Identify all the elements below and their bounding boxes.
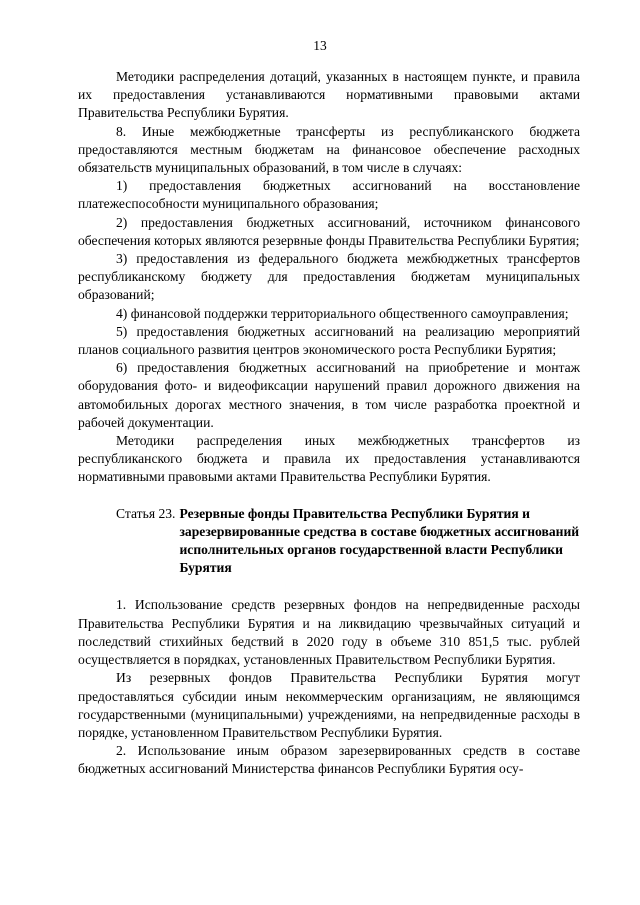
paragraph-transfer-methods: Методики распределения иных межбюджетных трансфертов из республиканского бюджета и правила их предоставления устанавливаются нормативными правовыми актами Правительства Республики Бурятия. [78, 433, 580, 485]
list-item-1: 1) предоставления бюджетных ассигнований на восстановление платежеспособности муниципального образования; [78, 178, 580, 212]
paragraph-dotation-methods: Методики распределения дотаций, указанных в настоящем пункте, и правила их предоставления устанавливаются нормативными правовыми актами Правительства Республики Бурятия. [78, 69, 580, 121]
list-item-5: 5) предоставления бюджетных ассигнований на реализацию мероприятий планов социального развития центров экономического роста Республики Бурятия; [78, 323, 580, 358]
paragraph-reserved-funds: 2. Использование иным образом зарезервированных средств в составе бюджетных ассигнований Министерства финансов Республики Бурятия осу- [78, 743, 580, 777]
page-number: 13 [313, 38, 327, 53]
article-number: Статья 23. [116, 505, 176, 521]
list-item-6: 6) предоставления бюджетных ассигнований на приобретение и монтаж оборудования фото- и видеофиксации нарушений правил дорожного движения на автомобильных дорогах местного значения, в том числе разработка проектной и рабочей документации. [78, 360, 580, 430]
list-item-2: 2) предоставления бюджетных ассигнований, источником финансового обеспечения которых являются резервные фонды Правительства Республики Бурятия; [78, 214, 580, 248]
list-item-3: 3) предоставления из федерального бюджета межбюджетных трансфертов республиканскому бюджету для предоставления бюджетам муниципальных образований; [78, 251, 580, 303]
article-title: Резервные фонды Правительства Республики Бурятия и зарезервированные средства в составе бюджетных ассигнований исполнительных органов государственной власти Республики Бурятия [179, 505, 580, 576]
list-item-4: 4) финансовой поддержки территориального общественного самоуправления; [116, 305, 569, 321]
document-body [78, 68, 580, 779]
paragraph-subsidies: Из резервных фондов Правительства Республики Бурятия могут предоставляться субсидии иным некоммерческим организациям, не являющимся государственными (муниципальными) учреждениями, на непредвиденные расходы в порядке, установленном Правительством Республики Бурятия. [78, 670, 580, 740]
paragraph-item-8: 8. Иные межбюджетные трансферты из республиканского бюджета предоставляются местным бюджетам на финансовое обеспечение расходных обязательств муниципальных образований, в том числе в случаях: [78, 123, 580, 176]
paragraph-reserve-funds: 1. Использование средств резервных фондов на непредвиденные расходы Правительства Республики Бурятия и на ликвидацию чрезвычайных ситуаций и последствий стихийных бедствий в 2020 году в объеме 310 851,5 тыс. рублей осуществляется в порядках, установленных Правительством Республики Бурятия. [78, 597, 580, 668]
article-heading [78, 505, 580, 578]
